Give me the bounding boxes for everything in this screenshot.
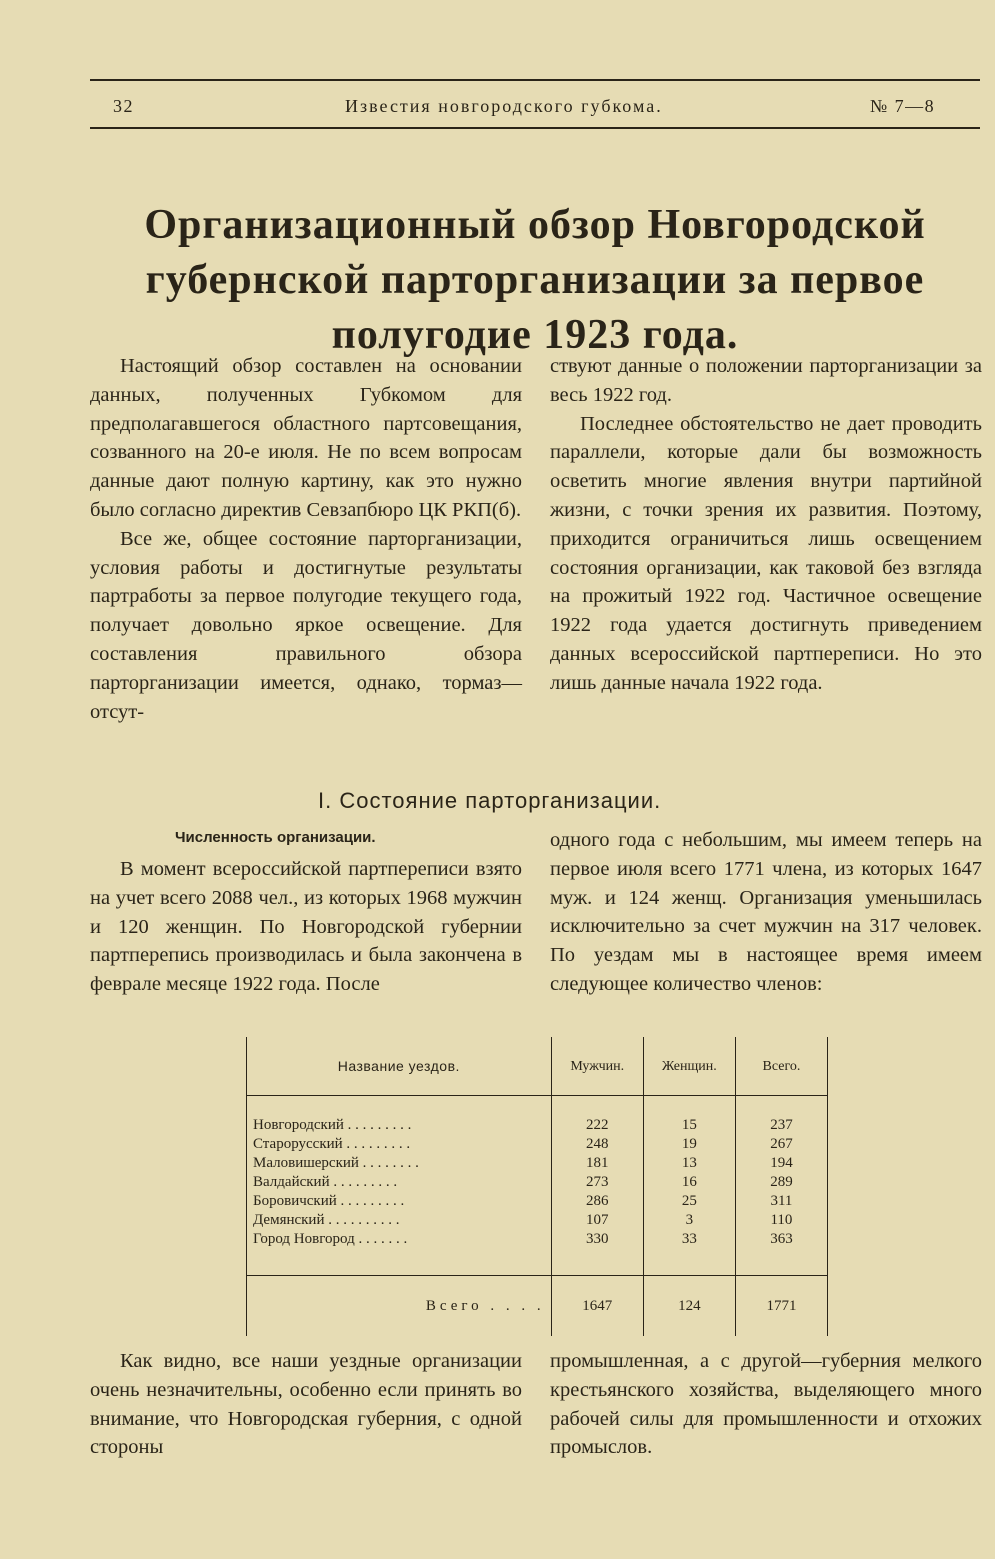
table-row — [247, 1211, 828, 1230]
paragraph: Все же, общее состояние парторганизации, условия работы и достигнутые результаты партработы за первое полугодие текущего года, получает довольно яркое освещение. Для составления правильного обзора парторганизации имеется, однако, тормаз—отсут- — [90, 527, 522, 723]
district-members-table — [246, 1037, 828, 1336]
paragraph: В момент всероссийской партпереписи взято на учет всего 2088 чел., из которых 1968 мужчин и 120 женщин. По Новгородской губернии партперепись производилась и была закончена в феврале месяце 1922 года. После — [90, 858, 522, 996]
district-name: Боровичский . . . . . . . . . — [247, 1192, 552, 1211]
table-row — [247, 1135, 828, 1154]
women-count: 15 — [643, 1116, 735, 1135]
district-name: Город Новгород . . . . . . . — [247, 1230, 552, 1249]
table-spacer-row — [247, 1249, 828, 1276]
table-row — [247, 1116, 828, 1135]
total-label: Всего . . . . — [247, 1276, 552, 1337]
intro-left-column — [90, 352, 522, 726]
total-count: 311 — [735, 1192, 827, 1211]
column-header-district: Название уездов. — [247, 1037, 552, 1096]
section-left-column — [90, 855, 522, 999]
closing-right-column — [550, 1347, 982, 1462]
women-count: 25 — [643, 1192, 735, 1211]
women-count: 13 — [643, 1154, 735, 1173]
men-count: 181 — [551, 1154, 643, 1173]
women-count: 3 — [643, 1211, 735, 1230]
grand-total: 1771 — [735, 1276, 827, 1337]
paragraph: Настоящий обзор составлен на основании данных, полученных Губкомом для предполагавшегося областного партсовещания, созванного на 20-е июля. Не по всем вопросам данные дают полную картину, как это нужно было согласно директив Севзапбюро ЦК РКП(б). — [90, 355, 522, 521]
page-number: 32 — [113, 96, 134, 116]
column-header-men: Мужчин. — [551, 1037, 643, 1096]
table-row — [247, 1230, 828, 1249]
table-row — [247, 1192, 828, 1211]
table-row — [247, 1154, 828, 1173]
women-count: 19 — [643, 1135, 735, 1154]
closing-left-column — [90, 1347, 522, 1462]
paragraph: Последнее обстоятельство не дает проводить параллели, которые дали бы возможность осветить многие явления внутри партийной жизни, с точки зрения их развития. Поэтому, приходится ограничиться лишь освещением состояния организации, как таковой без взгляда на прожитый 1922 год. Частичное освещение 1922 года удается достигнуть приведением данных всероссийской партпереписи. Но это лишь данные начала 1922 года. — [550, 412, 982, 694]
table-total-row — [247, 1276, 828, 1337]
men-count: 107 — [551, 1211, 643, 1230]
women-count: 16 — [643, 1173, 735, 1192]
table-spacer-row — [247, 1096, 828, 1117]
total-count: 363 — [735, 1230, 827, 1249]
issue-number: № 7—8 — [870, 96, 936, 116]
table-row — [247, 1173, 828, 1192]
journal-title: Известия новгородского губкома. — [345, 96, 663, 116]
men-count: 286 — [551, 1192, 643, 1211]
total-count: 194 — [735, 1154, 827, 1173]
paragraph: ствуют данные о положении парторганизации за весь 1922 год. — [550, 355, 982, 406]
total-count: 267 — [735, 1135, 827, 1154]
men-total: 1647 — [551, 1276, 643, 1337]
article-title: Организационный обзор Новгородской губернской парторганизации за первое полугодие 1923 года. — [144, 202, 926, 358]
men-count: 222 — [551, 1116, 643, 1135]
men-count: 330 — [551, 1230, 643, 1249]
total-count: 110 — [735, 1211, 827, 1230]
intro-right-column — [550, 352, 982, 698]
column-header-women: Женщин. — [643, 1037, 735, 1096]
district-name: Маловишерский . . . . . . . . — [247, 1154, 552, 1173]
section-title: I. Состояние парторганизации. — [318, 788, 662, 813]
header-bottom-rule — [90, 127, 980, 129]
total-count: 289 — [735, 1173, 827, 1192]
section-right-column — [550, 826, 982, 999]
women-total: 124 — [643, 1276, 735, 1337]
paragraph: одного года с небольшим, мы имеем теперь на первое июля всего 1771 члена, из которых 1647 муж. и 124 женщ. Организация уменьшилась исключительно за счет мужчин на 317 человек. По уездам мы в настоящее время имеем следующее количество членов: — [550, 829, 982, 995]
men-count: 273 — [551, 1173, 643, 1192]
district-name: Демянский . . . . . . . . . . — [247, 1211, 552, 1230]
column-header-total: Всего. — [735, 1037, 827, 1096]
paragraph: Как видно, все наши уездные организации очень незначительны, особенно если принять во внимание, что Новгородская губерния, с одной стороны — [90, 1350, 522, 1459]
district-name: Старорусский . . . . . . . . . — [247, 1135, 552, 1154]
women-count: 33 — [643, 1230, 735, 1249]
section-subtitle: Численность организации. — [175, 829, 376, 846]
header-top-rule — [90, 79, 980, 81]
district-name: Новгородский . . . . . . . . . — [247, 1116, 552, 1135]
paragraph: промышленная, а с другой—губерния мелкого крестьянского хозяйства, выделяющего много рабочей силы для промышленности и отхожих промыслов. — [550, 1350, 982, 1459]
district-name: Валдайский . . . . . . . . . — [247, 1173, 552, 1192]
men-count: 248 — [551, 1135, 643, 1154]
total-count: 237 — [735, 1116, 827, 1135]
